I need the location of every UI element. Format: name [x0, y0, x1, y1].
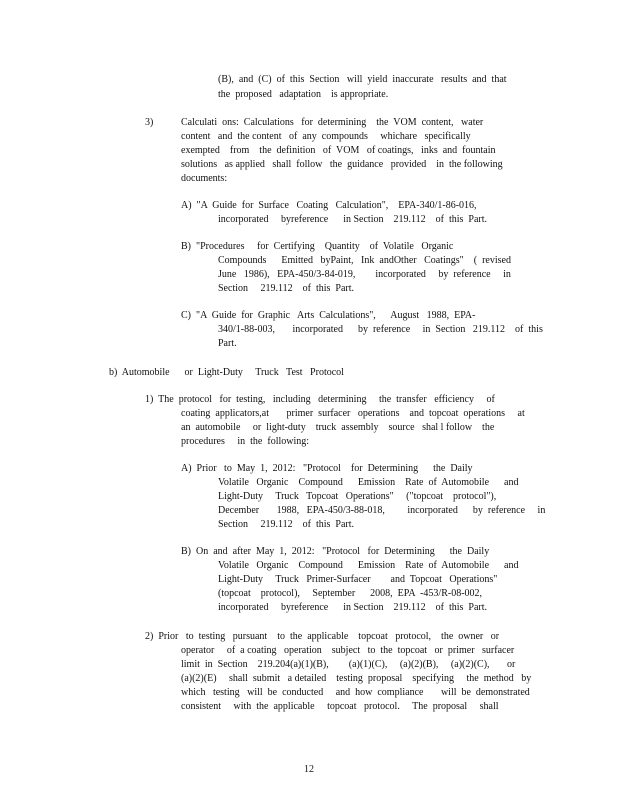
text-line: incorporated byreference in Section 219.112 of this Part.: [218, 602, 488, 613]
text-line: B) On and after May 1, 2012: "Protocol for Determining the Daily: [181, 546, 490, 557]
text-line: Section 219.112 of this Part.: [218, 283, 355, 294]
section-heading: b) Automobile or Light-Duty Truck Test Protocol: [109, 367, 344, 378]
text-line: C) "A Guide for Graphic Arts Calculations", August 1988, EPA-: [181, 310, 476, 321]
text-line: June 1986), EPA-450/3-84-019, incorporated by reference in: [218, 269, 511, 280]
text-line: A) "A Guide for Surface Coating Calculation", EPA-340/1-86-016,: [181, 200, 477, 211]
text-line: 1) The protocol for testing, including determining the transfer efficiency of: [145, 394, 495, 405]
text-line: Calculati ons: Calculations for determining the VOM content, water: [181, 117, 484, 128]
text-line: an automobile or light-duty truck assembly source shal l follow the: [181, 422, 495, 433]
text-line: (a)(2)(E) shall submit a detailed testing proposal specifying the method by: [181, 673, 532, 684]
text-line: December 1988, EPA-450/3-88-018, incorporated by reference in: [218, 505, 546, 516]
text-line: Compounds Emitted byPaint, Ink andOther Coatings" ( revised: [218, 255, 511, 266]
text-line: operator of a coating operation subject to the topcoat or primer surfacer: [181, 645, 515, 656]
text-line: procedures in the following:: [181, 436, 310, 447]
text-line: Part.: [218, 338, 237, 349]
text-line: Light-Duty Truck Primer-Surfacer and Topcoat Operations": [218, 574, 498, 585]
list-marker: 3): [145, 117, 154, 128]
text-line: limit in Section 219.204(a)(1)(B), (a)(1)(C), (a)(2)(B), (a)(2)(C), or: [181, 659, 516, 670]
text-line: A) Prior to May 1, 2012: "Protocol for Determining the Daily: [181, 463, 473, 474]
text-line: Volatile Organic Compound Emission Rate of Automobile and: [218, 477, 519, 488]
text-line: Section 219.112 of this Part.: [218, 519, 355, 530]
text-line: which testing will be conducted and how compliance will be demonstrated: [181, 687, 530, 698]
text-line: incorporated byreference in Section 219.112 of this Part.: [218, 214, 488, 225]
text-line: exempted from the definition of VOM of coatings, inks and fountain: [181, 145, 496, 156]
text-line: (topcoat protocol), September 2008, EPA -453/R-08-002,: [218, 588, 483, 599]
text-line: content and the content of any compounds whichare specifically: [181, 131, 471, 142]
text-line: Volatile Organic Compound Emission Rate of Automobile and: [218, 560, 519, 571]
text-line: (B), and (C) of this Section will yield inaccurate results and that: [218, 74, 507, 85]
text-line: Light-Duty Truck Topcoat Operations" ("topcoat protocol"),: [218, 491, 497, 502]
text-line: documents:: [181, 173, 228, 184]
text-line: 340/1-88-003, incorporated by reference in Section 219.112 of this: [218, 324, 543, 335]
text-line: 2) Prior to testing pursuant to the applicable topcoat protocol, the owner or: [145, 631, 500, 642]
page-number: 12: [304, 764, 314, 775]
text-line: B) "Procedures for Certifying Quantity of Volatile Organic: [181, 241, 454, 252]
text-line: solutions as applied shall follow the guidance provided in the following: [181, 159, 503, 170]
text-line: the proposed adaptation is appropriate.: [218, 89, 389, 100]
text-line: consistent with the applicable topcoat protocol. The proposal shall: [181, 701, 499, 712]
text-line: coating applicators,at primer surfacer operations and topcoat operations at: [181, 408, 525, 419]
